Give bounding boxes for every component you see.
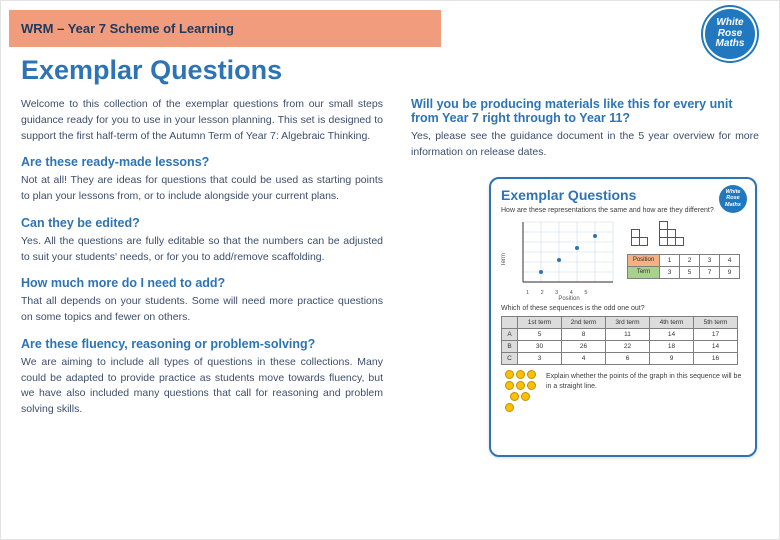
position-cell: 2 [680, 254, 700, 266]
position-cell: 1 [660, 254, 680, 266]
graph-plot-area [509, 218, 615, 302]
card-title: Exemplar Questions [501, 186, 637, 203]
section-heading-edited: Can they be edited? [21, 215, 140, 230]
position-term-table [627, 254, 740, 279]
wrm-logo-small [719, 185, 747, 213]
position-label-cell: Position [628, 254, 660, 266]
section-heading-fluency: Are these fluency, reasoning or problem-solving? [21, 336, 316, 351]
section-body-fluency: We are aiming to include all types of questions in these collections. Many could be adapted to provide practice as students move towards fluency, but we have also included many questions that call for reasoning and problem solving skills. [21, 355, 383, 415]
section-body-ready-made: Not at all! They are ideas for questions that could be used as starting points to plan your lessons from, or to include alongside your current plans. [21, 174, 383, 202]
seq-cell: 5 [518, 329, 562, 341]
term-cell: 3 [660, 266, 680, 278]
counter-dot [516, 370, 525, 379]
seq-cell: 26 [562, 341, 606, 353]
counter-row [505, 381, 536, 390]
seq-header-cell: 5th term [694, 317, 738, 329]
left-column [21, 97, 383, 529]
logo-text-line: Rose [717, 27, 743, 39]
seq-cell: 22 [606, 341, 650, 353]
card-question-representations: How are these representations the same and how are they different? [501, 206, 714, 214]
sequence-graph [501, 218, 615, 302]
representation-right-stack [625, 222, 740, 302]
counter-row [505, 403, 536, 412]
graph-x-ticks: 1 2 3 4 5 [526, 289, 588, 296]
seq-header-cell: 2nd term [562, 317, 606, 329]
seq-cell: 14 [694, 341, 738, 353]
seq-cell: 3 [518, 353, 562, 365]
counter-dot [505, 381, 514, 390]
logo-text-line: Maths [715, 38, 745, 50]
position-cell: 3 [700, 254, 720, 266]
section-body-add: That all depends on your students. Some will need more practice questions on some topics and fewer on others. [21, 295, 383, 323]
logo-text-line: Maths [725, 201, 741, 208]
logo-text-line: White [716, 17, 744, 29]
seq-cell: 6 [606, 353, 650, 365]
counter-dot [505, 370, 514, 379]
seq-header-cell: 1st term [518, 317, 562, 329]
seq-cell: 11 [606, 329, 650, 341]
seq-row-label: B [502, 341, 518, 353]
seq-cell: 8 [562, 329, 606, 341]
counter-row [510, 392, 536, 401]
header-banner [9, 10, 441, 47]
section-body-materials: Yes, please see the guidance document in the 5 year overview for more information on release dates. [411, 130, 759, 158]
page-title: Exemplar Questions [21, 55, 283, 85]
seq-cell: 9 [650, 353, 694, 365]
seq-row-label: C [502, 353, 518, 365]
block-pattern-figures [631, 222, 740, 246]
seq-cell: 16 [694, 353, 738, 365]
term-cell: 9 [720, 266, 740, 278]
logo-text-line: White [725, 189, 741, 196]
section-heading-add: How much more do I need to add? [21, 276, 226, 291]
seq-cell: 17 [694, 329, 738, 341]
seq-header-cell: 3rd term [606, 317, 650, 329]
counter-pattern [501, 370, 536, 412]
term-label-cell: Term [628, 266, 660, 278]
seq-row-label: A [502, 329, 518, 341]
representations-row [501, 218, 745, 302]
content-columns [21, 97, 759, 529]
exemplar-preview-card [489, 177, 757, 457]
counter-dot [516, 381, 525, 390]
right-column [411, 97, 759, 529]
section-heading-materials: Will you be producing materials like this for every unit from Year 7 right through to Year 11? [411, 97, 733, 125]
intro-paragraph: Welcome to this collection of the exemplar questions from our small steps guidance ready for you to use in your lesson planning. This set is designed to support the first half-term of the Autumn Term of Year 7: Algebraic Thinking. [21, 98, 383, 142]
counter-dot [505, 403, 514, 412]
card-question-sequences: Which of these sequences is the odd one out? [501, 304, 645, 312]
sequence-table [501, 316, 738, 365]
counter-dot [527, 370, 536, 379]
counter-row [505, 370, 536, 379]
seq-cell: 4 [562, 353, 606, 365]
wrm-logo [703, 7, 757, 61]
block-figure [659, 222, 683, 246]
logo-text-line: Rose [726, 195, 740, 202]
section-body-edited: Yes. All the questions are fully editable so that the numbers can be adjusted to suit your students' needs, or for you to add/remove scaffolding. [21, 234, 383, 263]
seq-header-cell: 4th term [650, 317, 694, 329]
card-question-straight-line: Explain whether the points of the graph in this sequence will be in a straight line. [546, 373, 742, 390]
seq-corner-cell [502, 317, 518, 329]
seq-cell: 18 [650, 341, 694, 353]
graph-svg [509, 218, 615, 290]
card-bottom-row [501, 370, 745, 412]
section-heading-ready-made: Are these ready-made lessons? [21, 155, 210, 170]
counter-dot [510, 392, 519, 401]
counter-dot [527, 381, 536, 390]
banner-title: WRM – Year 7 Scheme of Learning [21, 21, 234, 36]
seq-cell: 30 [518, 341, 562, 353]
block-figure [631, 230, 647, 246]
term-cell: 5 [680, 266, 700, 278]
position-cell: 4 [720, 254, 740, 266]
term-cell: 7 [700, 266, 720, 278]
graph-y-label: Term [501, 253, 507, 267]
graph-x-label: Position [558, 295, 580, 302]
counter-dot [521, 392, 530, 401]
seq-cell: 14 [650, 329, 694, 341]
